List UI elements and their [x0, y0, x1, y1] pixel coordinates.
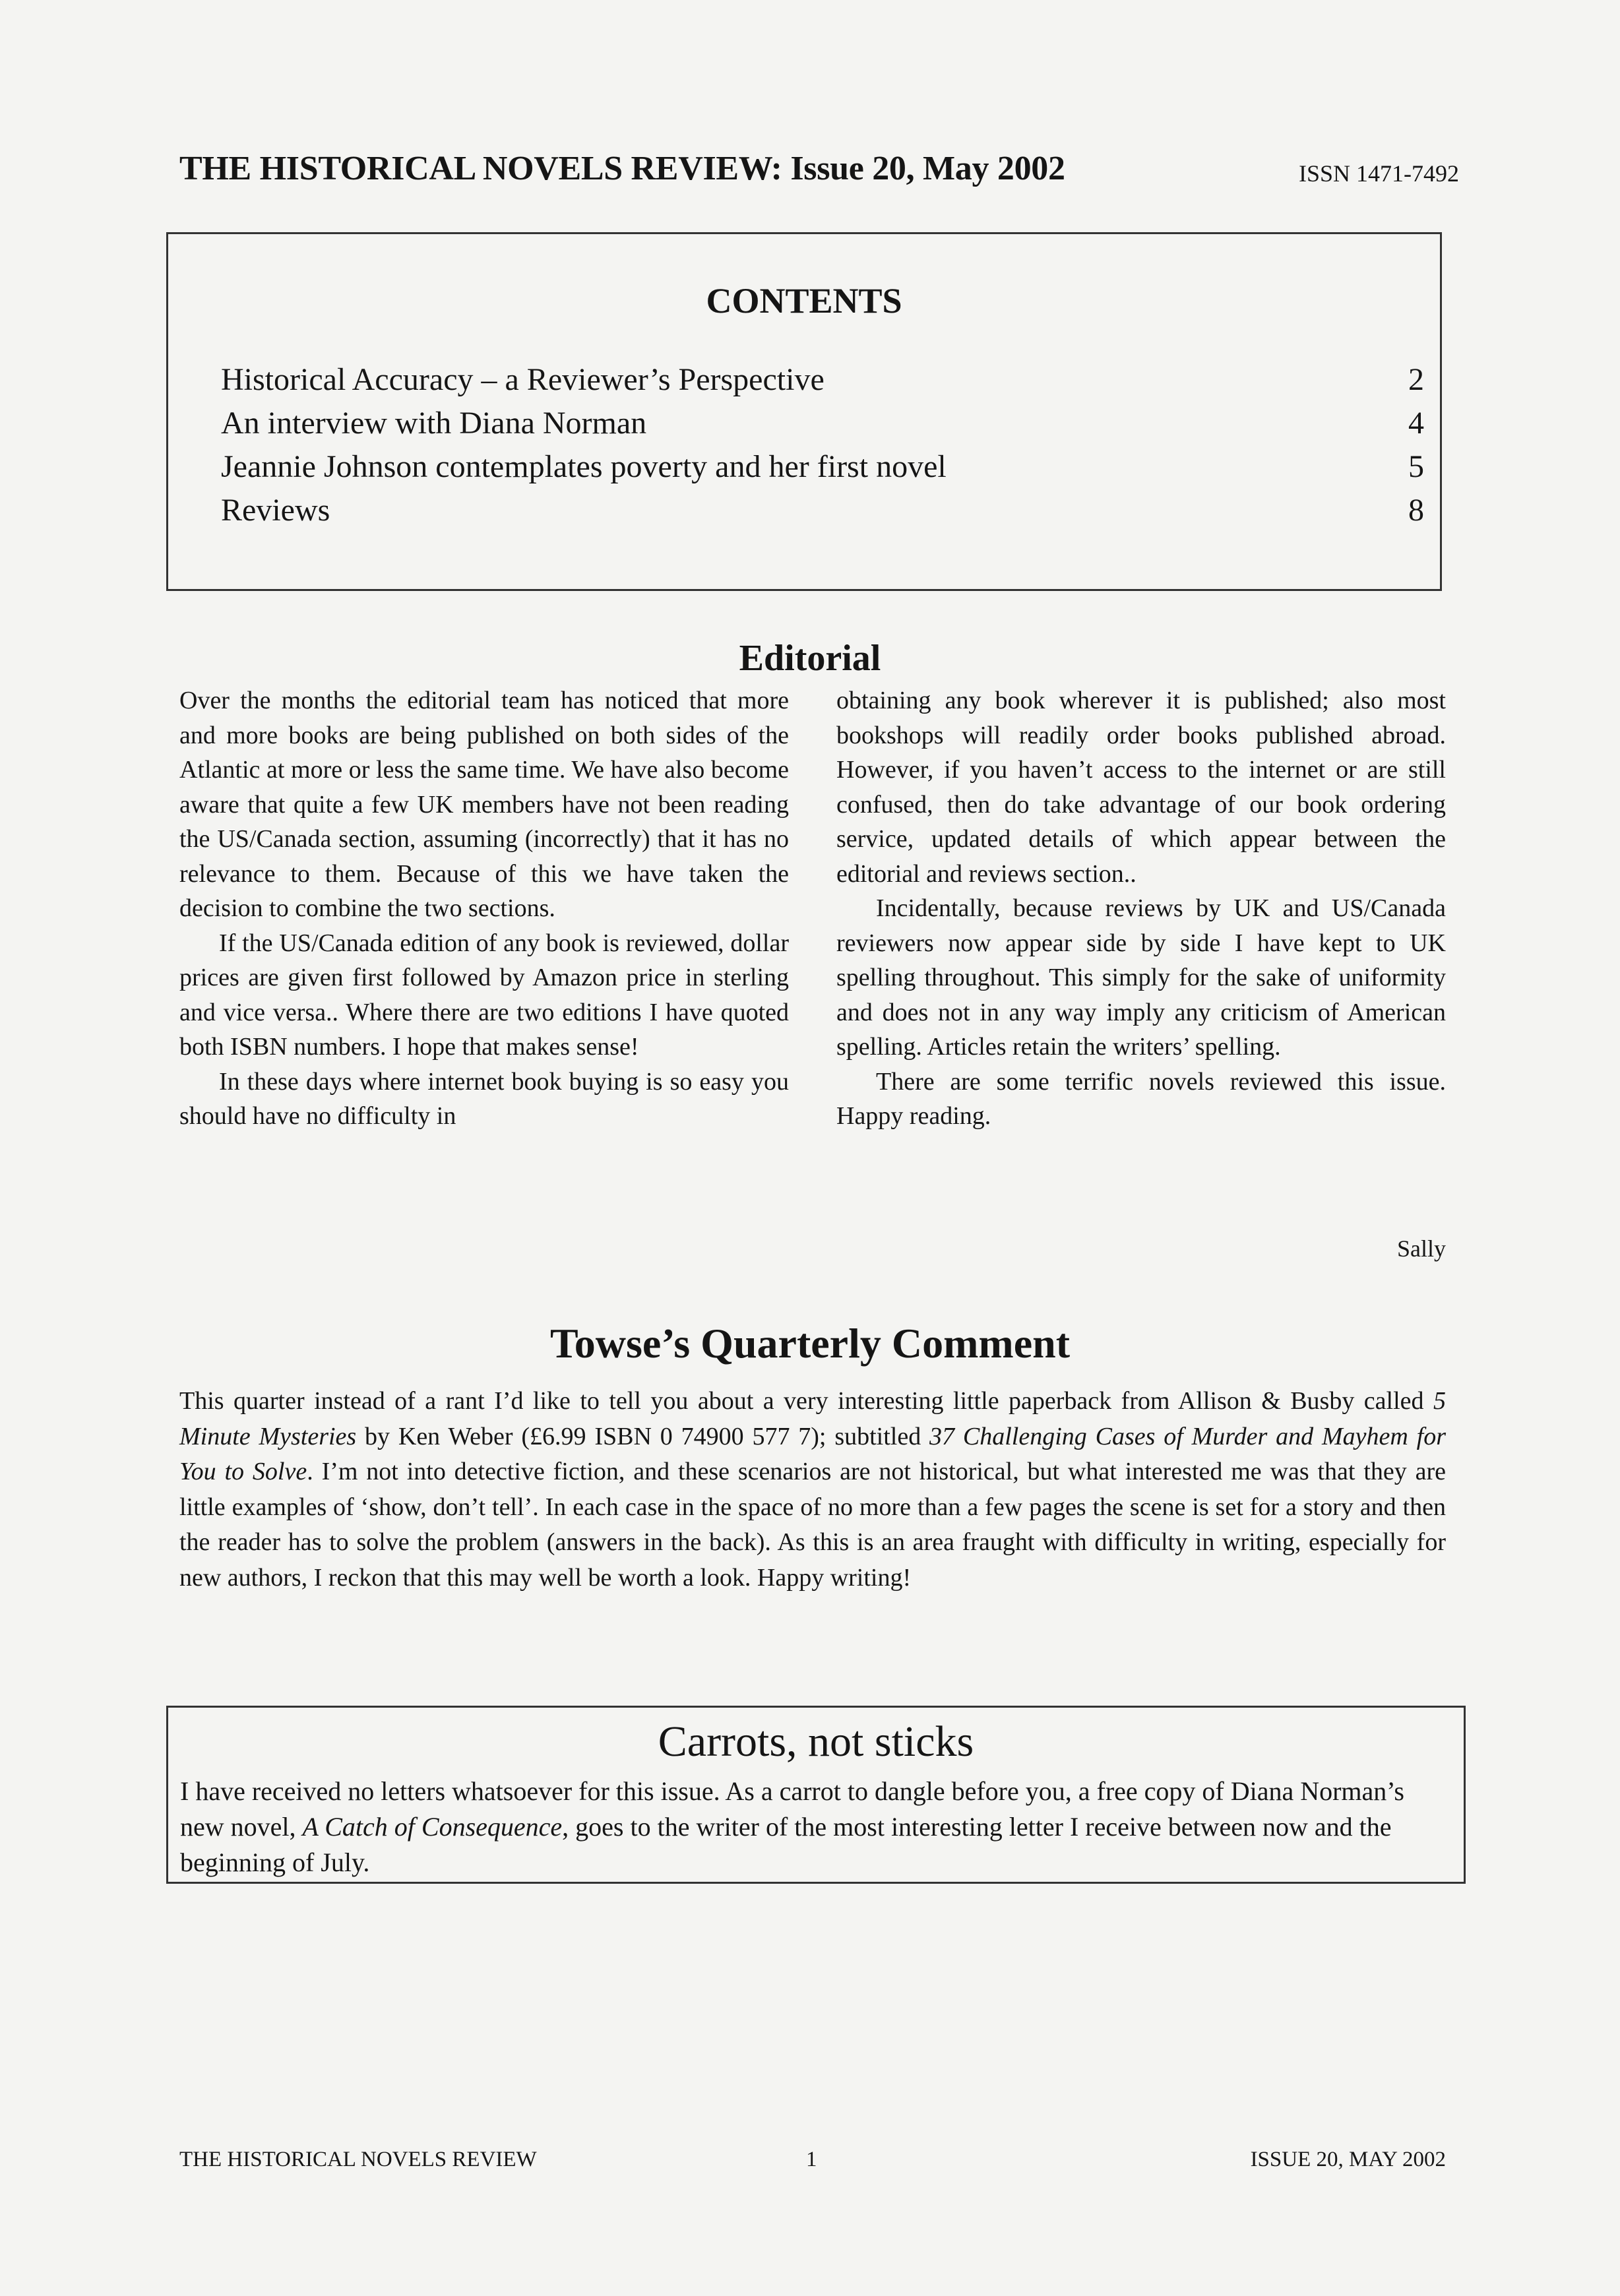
contents-box: [166, 232, 1442, 591]
editorial-paragraph: Incidentally, because reviews by UK and US/Canada reviewers now appear side by side I have kept to UK spelling throughout. This simply for the sake of uniformity and does not in any way imply any criticism of American spelling. Articles retain the writers’ spelling.: [836, 894, 1446, 1061]
towse-paragraph: [179, 1384, 1446, 1596]
editorial-paragraph: If the US/Canada edition of any book is reviewed, dollar prices are given first followed by Amazon price in sterling and vice versa.. Where there are two editions I have quoted both ISBN numbers. I hope that makes sense!: [179, 929, 789, 1061]
contents-item-page: 5: [1408, 449, 1424, 484]
masthead: [179, 149, 1459, 195]
towse-book-title: 5 Minute Mysteries: [179, 1387, 1446, 1450]
page-footer: [179, 2148, 1446, 2174]
editorial-paragraph: Over the months the editorial team has noticed that more and more books are being published on both sides of the Atlantic at more or less the same time. We have also become aware that quite a few UK members have not been reading the US/Canada section, assuming (incorrectly) that it has no relevance to them. Because of this we have taken the decision to combine the two sections.: [179, 687, 789, 922]
towse-text: . I’m not into detective fiction, and these scenarios are not historical, but what interested me was that they are little examples of ‘show, don’t tell’. In each case in the space of no more than a few pages the scene is set for a story and then the reader has to solve the problem (answers in the back). As this is an area fraught with difficulty in writing, especially for new authors, I reckon that this may well be worth a look. Happy writing!: [179, 1458, 1446, 1592]
contents-item: [221, 402, 1424, 445]
contents-item-page: 4: [1408, 406, 1424, 441]
footer-page-number: 1: [806, 2148, 817, 2171]
contents-item-page: 8: [1408, 493, 1424, 528]
editorial-paragraph: obtaining any book wherever it is published; also most bookshops will readily order books published abroad. However, if you haven’t access to the internet or are still confused, then do take advantage of our book ordering service, updated details of which appear between the editorial and reviews section..: [836, 687, 1446, 888]
towse-heading: Towse’s Quarterly Comment: [549, 1320, 1071, 1367]
contents-item: [221, 445, 1424, 489]
carrots-heading: Carrots, not sticks: [658, 1718, 974, 1766]
contents-item-title: Historical Accuracy – a Reviewer’s Perspective: [221, 362, 825, 397]
editorial-paragraph: There are some terrific novels reviewed this issue. Happy reading.: [836, 1067, 1446, 1130]
towse-book-subtitle: 37 Challenging Cases of Murder and Mayhem for You to Solve: [179, 1422, 1446, 1485]
editorial-body: [179, 683, 1446, 1262]
contents-heading: CONTENTS: [706, 281, 902, 321]
contents-item: [221, 489, 1424, 532]
carrots-paragraph: [180, 1774, 1444, 1880]
contents-item-title: Jeannie Johnson contemplates poverty and her first novel: [221, 449, 947, 484]
issn-number: ISSN 1471-7492: [1298, 160, 1459, 187]
contents-item-title: An interview with Diana Norman: [221, 406, 647, 441]
contents-item: [221, 358, 1424, 402]
publication-title: THE HISTORICAL NOVELS REVIEW: Issue 20, May 2002: [179, 150, 1065, 187]
editorial-paragraph: In these days where internet book buying is so easy you should have no difficulty in: [179, 1067, 789, 1130]
footer-publication: THE HISTORICAL NOVELS REVIEW: [179, 2148, 537, 2171]
towse-text: This quarter instead of a rant I’d like to tell you about a very interesting little paperback from Allison & Busby called: [179, 1387, 1433, 1415]
editorial-signoff: Sally: [1396, 1235, 1446, 1262]
towse-text: by Ken Weber (£6.99 ISBN 0 74900 577 7); subtitled: [356, 1422, 930, 1450]
footer-issue: ISSUE 20, MAY 2002: [1250, 2148, 1446, 2171]
carrots-text: , goes to the writer of the most interesting letter I receive between now and the beginning of July.: [180, 1812, 1392, 1877]
editorial-left-column: [179, 683, 789, 1134]
editorial-heading: Editorial: [739, 638, 881, 679]
carrots-novel-title: A Catch of Consequence: [302, 1812, 563, 1842]
contents-item-title: Reviews: [221, 493, 330, 528]
contents-item-page: 2: [1408, 362, 1424, 397]
carrots-text: I have received no letters whatsoever for this issue. As a carrot to dangle before you, a free copy of Diana Norman’s new novel,: [180, 1776, 1404, 1842]
editorial-right-column: [836, 683, 1446, 1134]
carrots-box: [166, 1706, 1466, 1884]
contents-list: [221, 358, 1424, 532]
